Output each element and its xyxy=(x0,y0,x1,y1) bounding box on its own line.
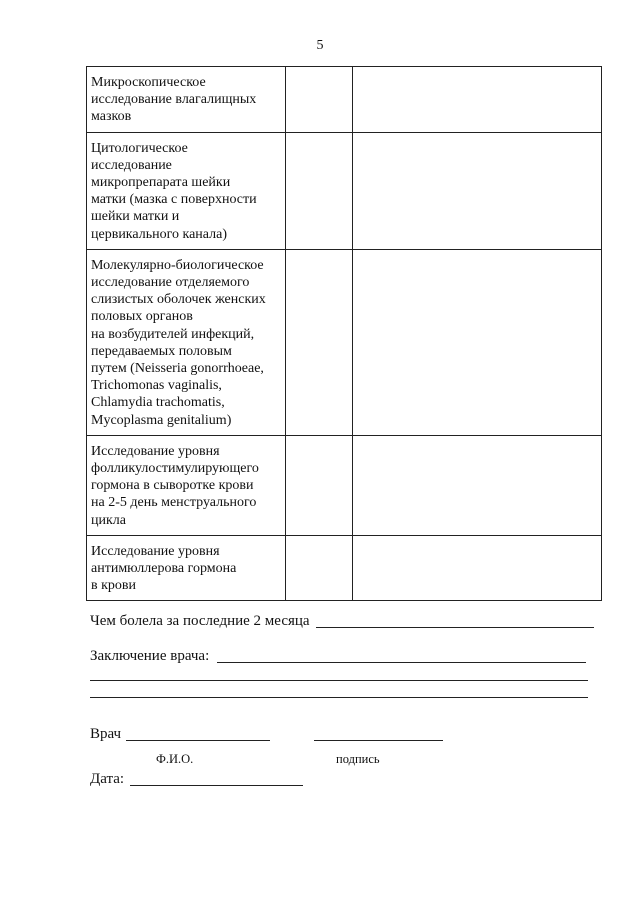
conclusion-line-2[interactable] xyxy=(90,680,588,681)
test-name-line: исследование xyxy=(91,157,172,173)
signature-caption: подпись xyxy=(336,752,380,766)
test-name-line: цикла xyxy=(91,512,126,528)
test-name-cell xyxy=(87,67,286,133)
test-name-line: Микроскопическое xyxy=(91,75,206,90)
illness-label: Чем болела за последние 2 месяца xyxy=(90,613,310,629)
note-cell[interactable] xyxy=(353,535,602,601)
test-name-cell xyxy=(87,435,286,535)
result-cell[interactable] xyxy=(286,132,353,249)
date-input-line[interactable] xyxy=(130,785,303,786)
conclusion-input-line[interactable] xyxy=(217,662,586,663)
test-name-line: шейки матки и xyxy=(91,209,180,225)
test-name-line: Молекулярно-биологическое xyxy=(91,257,264,273)
result-cell[interactable] xyxy=(286,67,353,133)
conclusion-line-3[interactable] xyxy=(90,697,588,698)
table-row xyxy=(87,132,602,249)
test-name-line: исследование отделяемого xyxy=(91,275,250,291)
test-name-cell xyxy=(87,132,286,249)
test-name-cell xyxy=(87,535,286,601)
test-name-line: Trichomonas vaginalis, xyxy=(91,378,222,394)
result-cell[interactable] xyxy=(286,535,353,601)
doctor-signature-line[interactable] xyxy=(314,740,443,741)
test-name-line: в крови xyxy=(91,578,137,594)
result-cell[interactable] xyxy=(286,435,353,535)
doctor-label: Врач xyxy=(90,726,122,742)
illness-input-line[interactable] xyxy=(316,627,594,628)
note-cell[interactable] xyxy=(353,132,602,249)
test-name-line: антимюллерова гормона xyxy=(91,561,237,577)
test-name-line: Chlamydia trachomatis, xyxy=(91,395,225,411)
note-cell[interactable] xyxy=(353,67,602,133)
test-name-line: Цитологическое xyxy=(91,140,188,156)
test-name-line: путем (Neisseria gonorrhoeae, xyxy=(91,361,264,377)
test-name-line: исследование влагалищных xyxy=(91,92,257,108)
date-label: Дата: xyxy=(90,771,125,787)
result-cell[interactable] xyxy=(286,249,353,435)
test-name-cell xyxy=(87,249,286,435)
test-name-line: фолликулостимулирующего xyxy=(91,461,259,477)
test-name-line: половых органов xyxy=(91,309,193,325)
test-name-line: гормона в сыворотке крови xyxy=(91,478,254,494)
page-number: 5 xyxy=(316,38,324,53)
table-row xyxy=(87,435,602,535)
table-row xyxy=(87,249,602,435)
test-name-line: передаваемых половым xyxy=(91,343,232,359)
lab-tests-table xyxy=(86,66,602,601)
test-name-line: Mycoplasma genitalium) xyxy=(91,412,232,428)
test-name-line: Исследование уровня xyxy=(91,443,220,459)
table-row xyxy=(87,535,602,601)
test-name-line: слизистых оболочек женских xyxy=(91,292,266,308)
test-name-line: на 2-5 день менструального xyxy=(91,495,257,511)
test-name-line: на возбудителей инфекций, xyxy=(91,326,255,342)
test-name-line: микропрепарата шейки xyxy=(91,175,231,191)
test-name-line: матки (мазка с поверхности xyxy=(91,192,257,208)
note-cell[interactable] xyxy=(353,249,602,435)
conclusion-label: Заключение врача: xyxy=(90,648,210,664)
test-name-line: цервикального канала) xyxy=(91,226,227,242)
table-row xyxy=(87,67,602,133)
note-cell[interactable] xyxy=(353,435,602,535)
test-name-line: мазков xyxy=(91,109,132,125)
test-name-line: Исследование уровня xyxy=(91,543,220,559)
fio-caption: Ф.И.О. xyxy=(156,752,194,766)
doctor-fio-line[interactable] xyxy=(126,740,270,741)
